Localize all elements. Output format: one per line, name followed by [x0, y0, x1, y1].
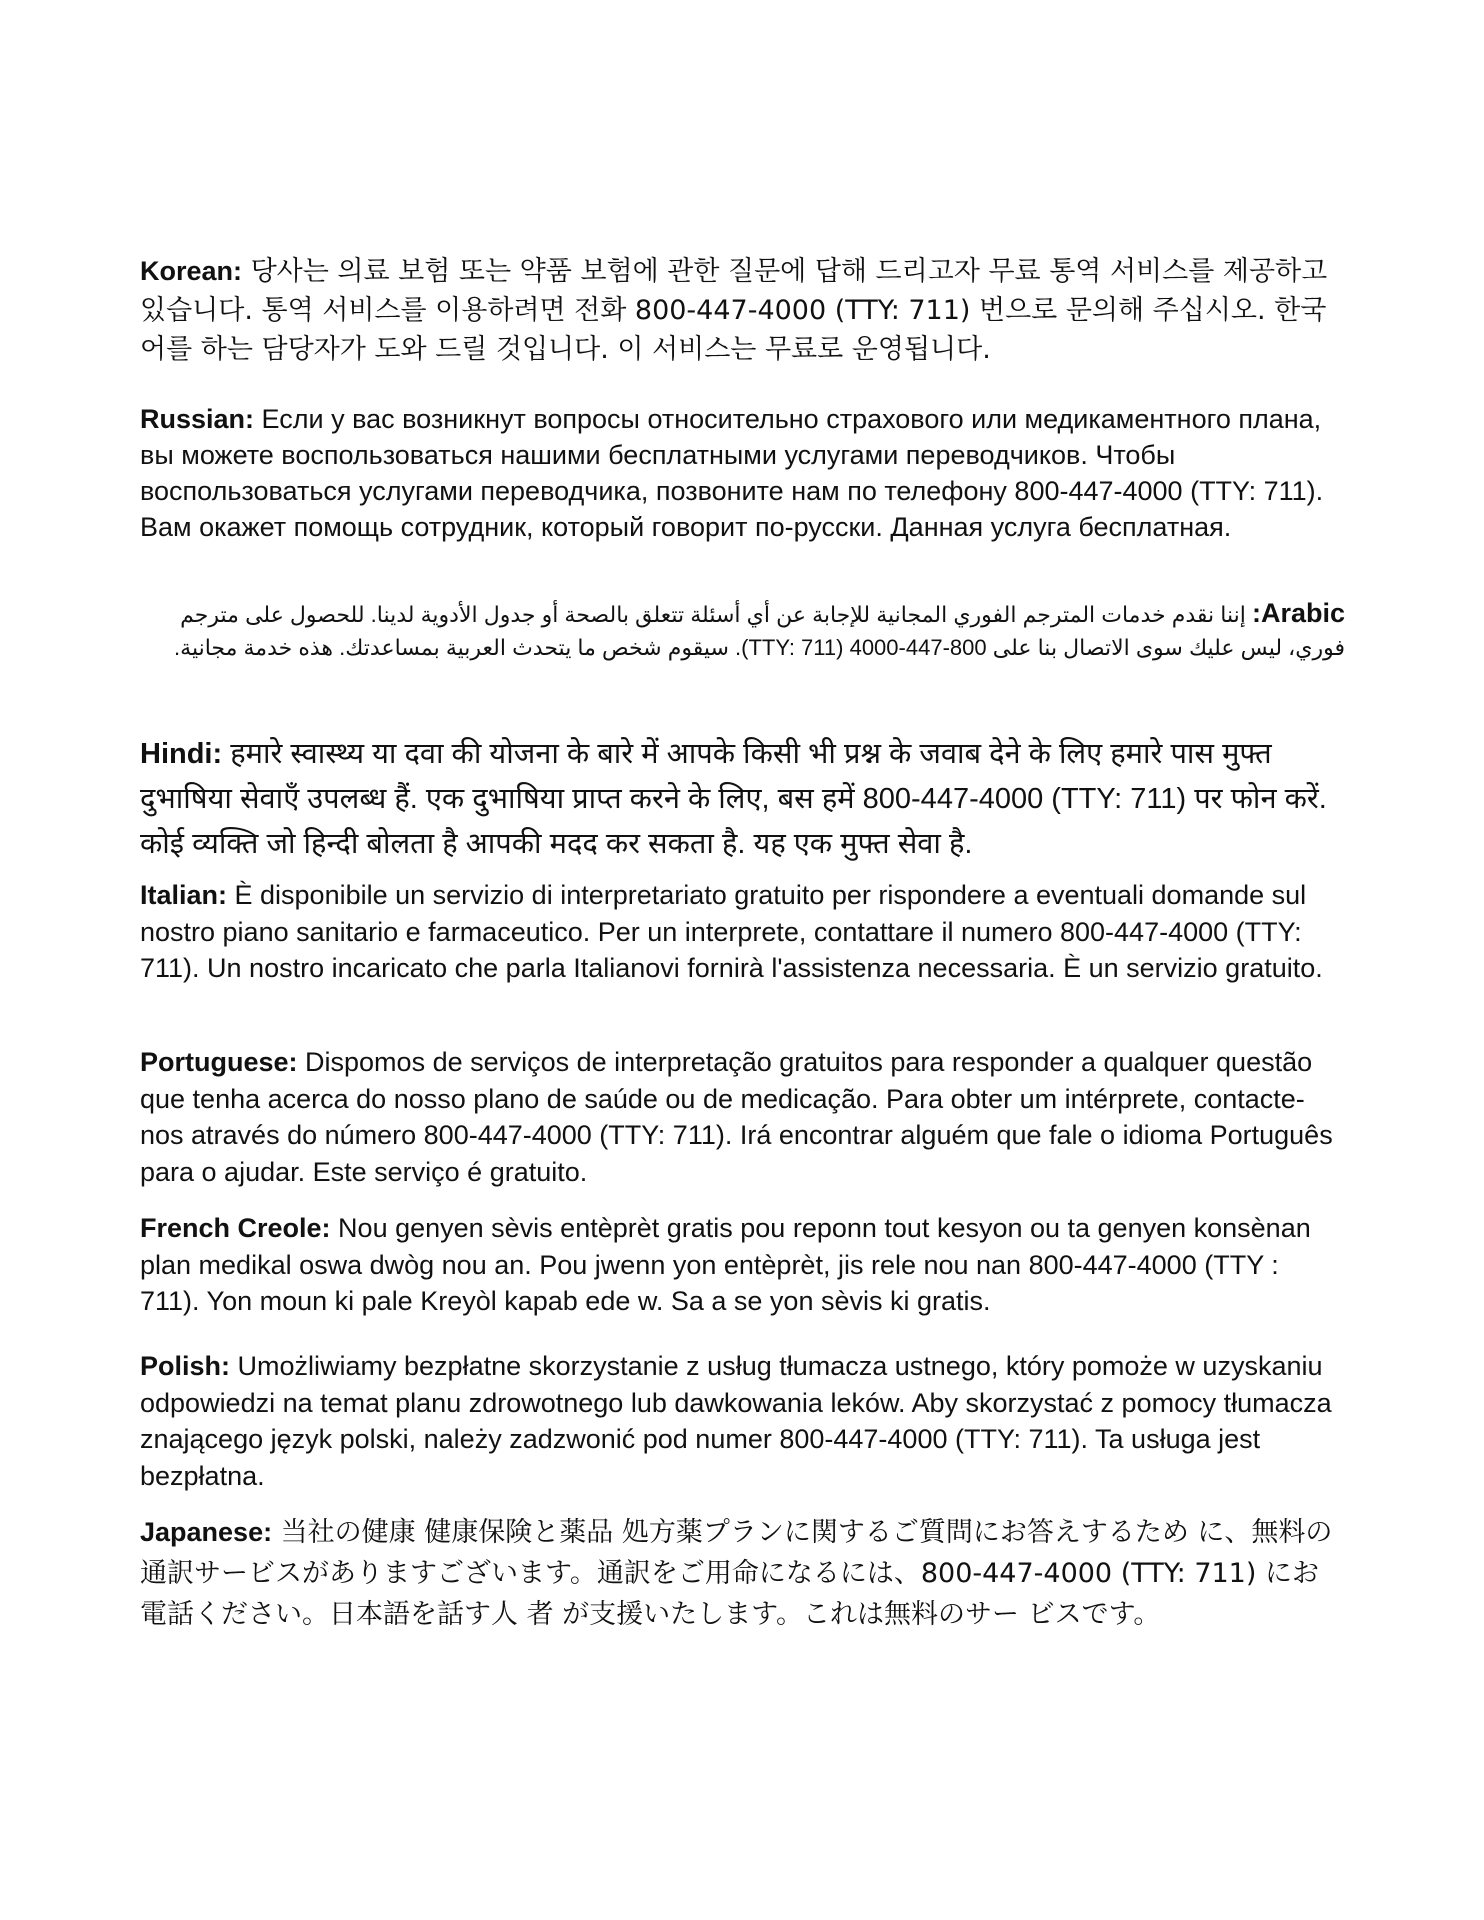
paragraph-russian [140, 401, 1345, 545]
paragraph-hindi [140, 732, 1345, 867]
paragraph-text-polish: Umożliwiamy bezpłatne skorzystanie z usług tłumacza ustnego, który pomoże w uzyskaniu odpowiedzi na temat planu zdrowotnego lub dawkowania leków. Aby skorzystać z pomocy tłumacza znającego język polski, należy zadzwonić pod numer 800-447-4000 (TTY: 711). Ta usługa jest bezpłatna. [140, 1351, 1332, 1491]
language-label-arabic: Arabic: [1251, 598, 1345, 628]
paragraph-text-arabic: إننا نقدم خدمات المترجم الفوري المجانية للإجابة عن أي أسئلة تتعلق بالصحة أو جدول الأدوية لدينا. للحصول على مترجم فوري، ليس عليك سوى الاتصال بنا على 800-447-4000 (TTY: 711). سيقوم شخص ما يتحدث العربية بمساعدتك. هذه خدمة مجانية. [174, 602, 1345, 660]
language-label-polish: Polish: [140, 1351, 231, 1381]
paragraph-polish [140, 1348, 1345, 1494]
paragraph-text-hindi: हमारे स्वास्थ्य या दवा की योजना के बारे में आपके किसी भी प्रश्न के जवाब देने के लिए हमारे पास मुफ्त दुभाषिया सेवाएँ उपलब्ध हैं. एक दुभाषिया प्राप्त करने के लिए, बस हमें 800-447-4000 (TTY: 711) पर फोन करें. कोई व्यक्ति जो हिन्दी बोलता है आपकी मदद कर सकता है. यह एक मुफ्त सेवा है. [140, 738, 1327, 860]
paragraph-text-japanese: 当社の健康 健康保険と薬品 処方薬プランに関するご質問にお答えするため に、無料の通訳サービスがありますございます。通訳をご用命になるには、800-447-4000 (TTY: 711) にお電話ください。日本語を話す人 者 が支援いたします。これは無料のサー ビスです。 [140, 1517, 1333, 1630]
language-label-hindi: Hindi: [140, 738, 223, 770]
paragraph-portuguese [140, 1044, 1345, 1190]
paragraph-text-korean: 당사는 의료 보험 또는 약품 보험에 관한 질문에 답해 드리고자 무료 통역 서비스를 제공하고 있습니다. 통역 서비스를 이용하려면 전화 800-447-4000 (TTY: 711) 번으로 문의해 주십시오. 한국어를 하는 담당자가 도와 드릴 것입니다. 이 서비스는 무료로 운영됩니다. [140, 256, 1328, 365]
language-label-russian: Russian: [140, 404, 255, 434]
paragraph-text-portuguese: Dispomos de serviços de interpretação gratuitos para responder a qualquer questão que tenha acerca do nosso plano de saúde ou de medicação. Para obter um intérprete, contacte-nos através do número 800-447-4000 (TTY: 711). Irá encontrar alguém que fale o idioma Português para o ajudar. Este serviço é gratuito. [140, 1047, 1333, 1187]
paragraph-french-creole [140, 1210, 1345, 1320]
paragraph-italian [140, 877, 1345, 987]
paragraph-text-french-creole: Nou genyen sèvis entèprèt gratis pou reponn tout kesyon ou ta genyen konsènan plan medikal oswa dwòg nou an. Pou jwenn yon entèprèt, jis rele nou nan 800-447-4000 (TTY : 711). Yon moun ki pale Kreyòl kapab ede w. Sa a se yon sèvis ki gratis. [140, 1213, 1311, 1316]
language-label-korean: Korean: [140, 256, 243, 286]
paragraph-korean [140, 252, 1345, 369]
paragraph-text-italian: È disponibile un servizio di interpretariato gratuito per rispondere a eventuali domande sul nostro piano sanitario e farmaceutico. Per un interprete, contattare il numero 800-447-4000 (TTY: 711). Un nostro incaricato che parla Italianovi fornirà l'assistenza necessaria. È un servizio gratuito. [140, 880, 1323, 983]
paragraph-japanese [140, 1512, 1345, 1635]
paragraph-text-russian: Если у вас возникнут вопросы относительно страхового или медикаментного плана, вы можете воспользоваться нашими бесплатными услугами переводчиков. Чтобы воспользоваться услугами переводчика, позвоните нам по телефону 800-447-4000 (TTY: 711). Вам окажет помощь сотрудник, который говорит по-русски. Данная услуга бесплатная. [140, 404, 1324, 542]
language-label-french-creole: French Creole: [140, 1213, 331, 1243]
language-label-portuguese: Portuguese: [140, 1047, 298, 1077]
language-label-italian: Italian: [140, 880, 228, 910]
language-label-japanese: Japanese: [140, 1517, 273, 1547]
paragraph-arabic [140, 597, 1345, 664]
